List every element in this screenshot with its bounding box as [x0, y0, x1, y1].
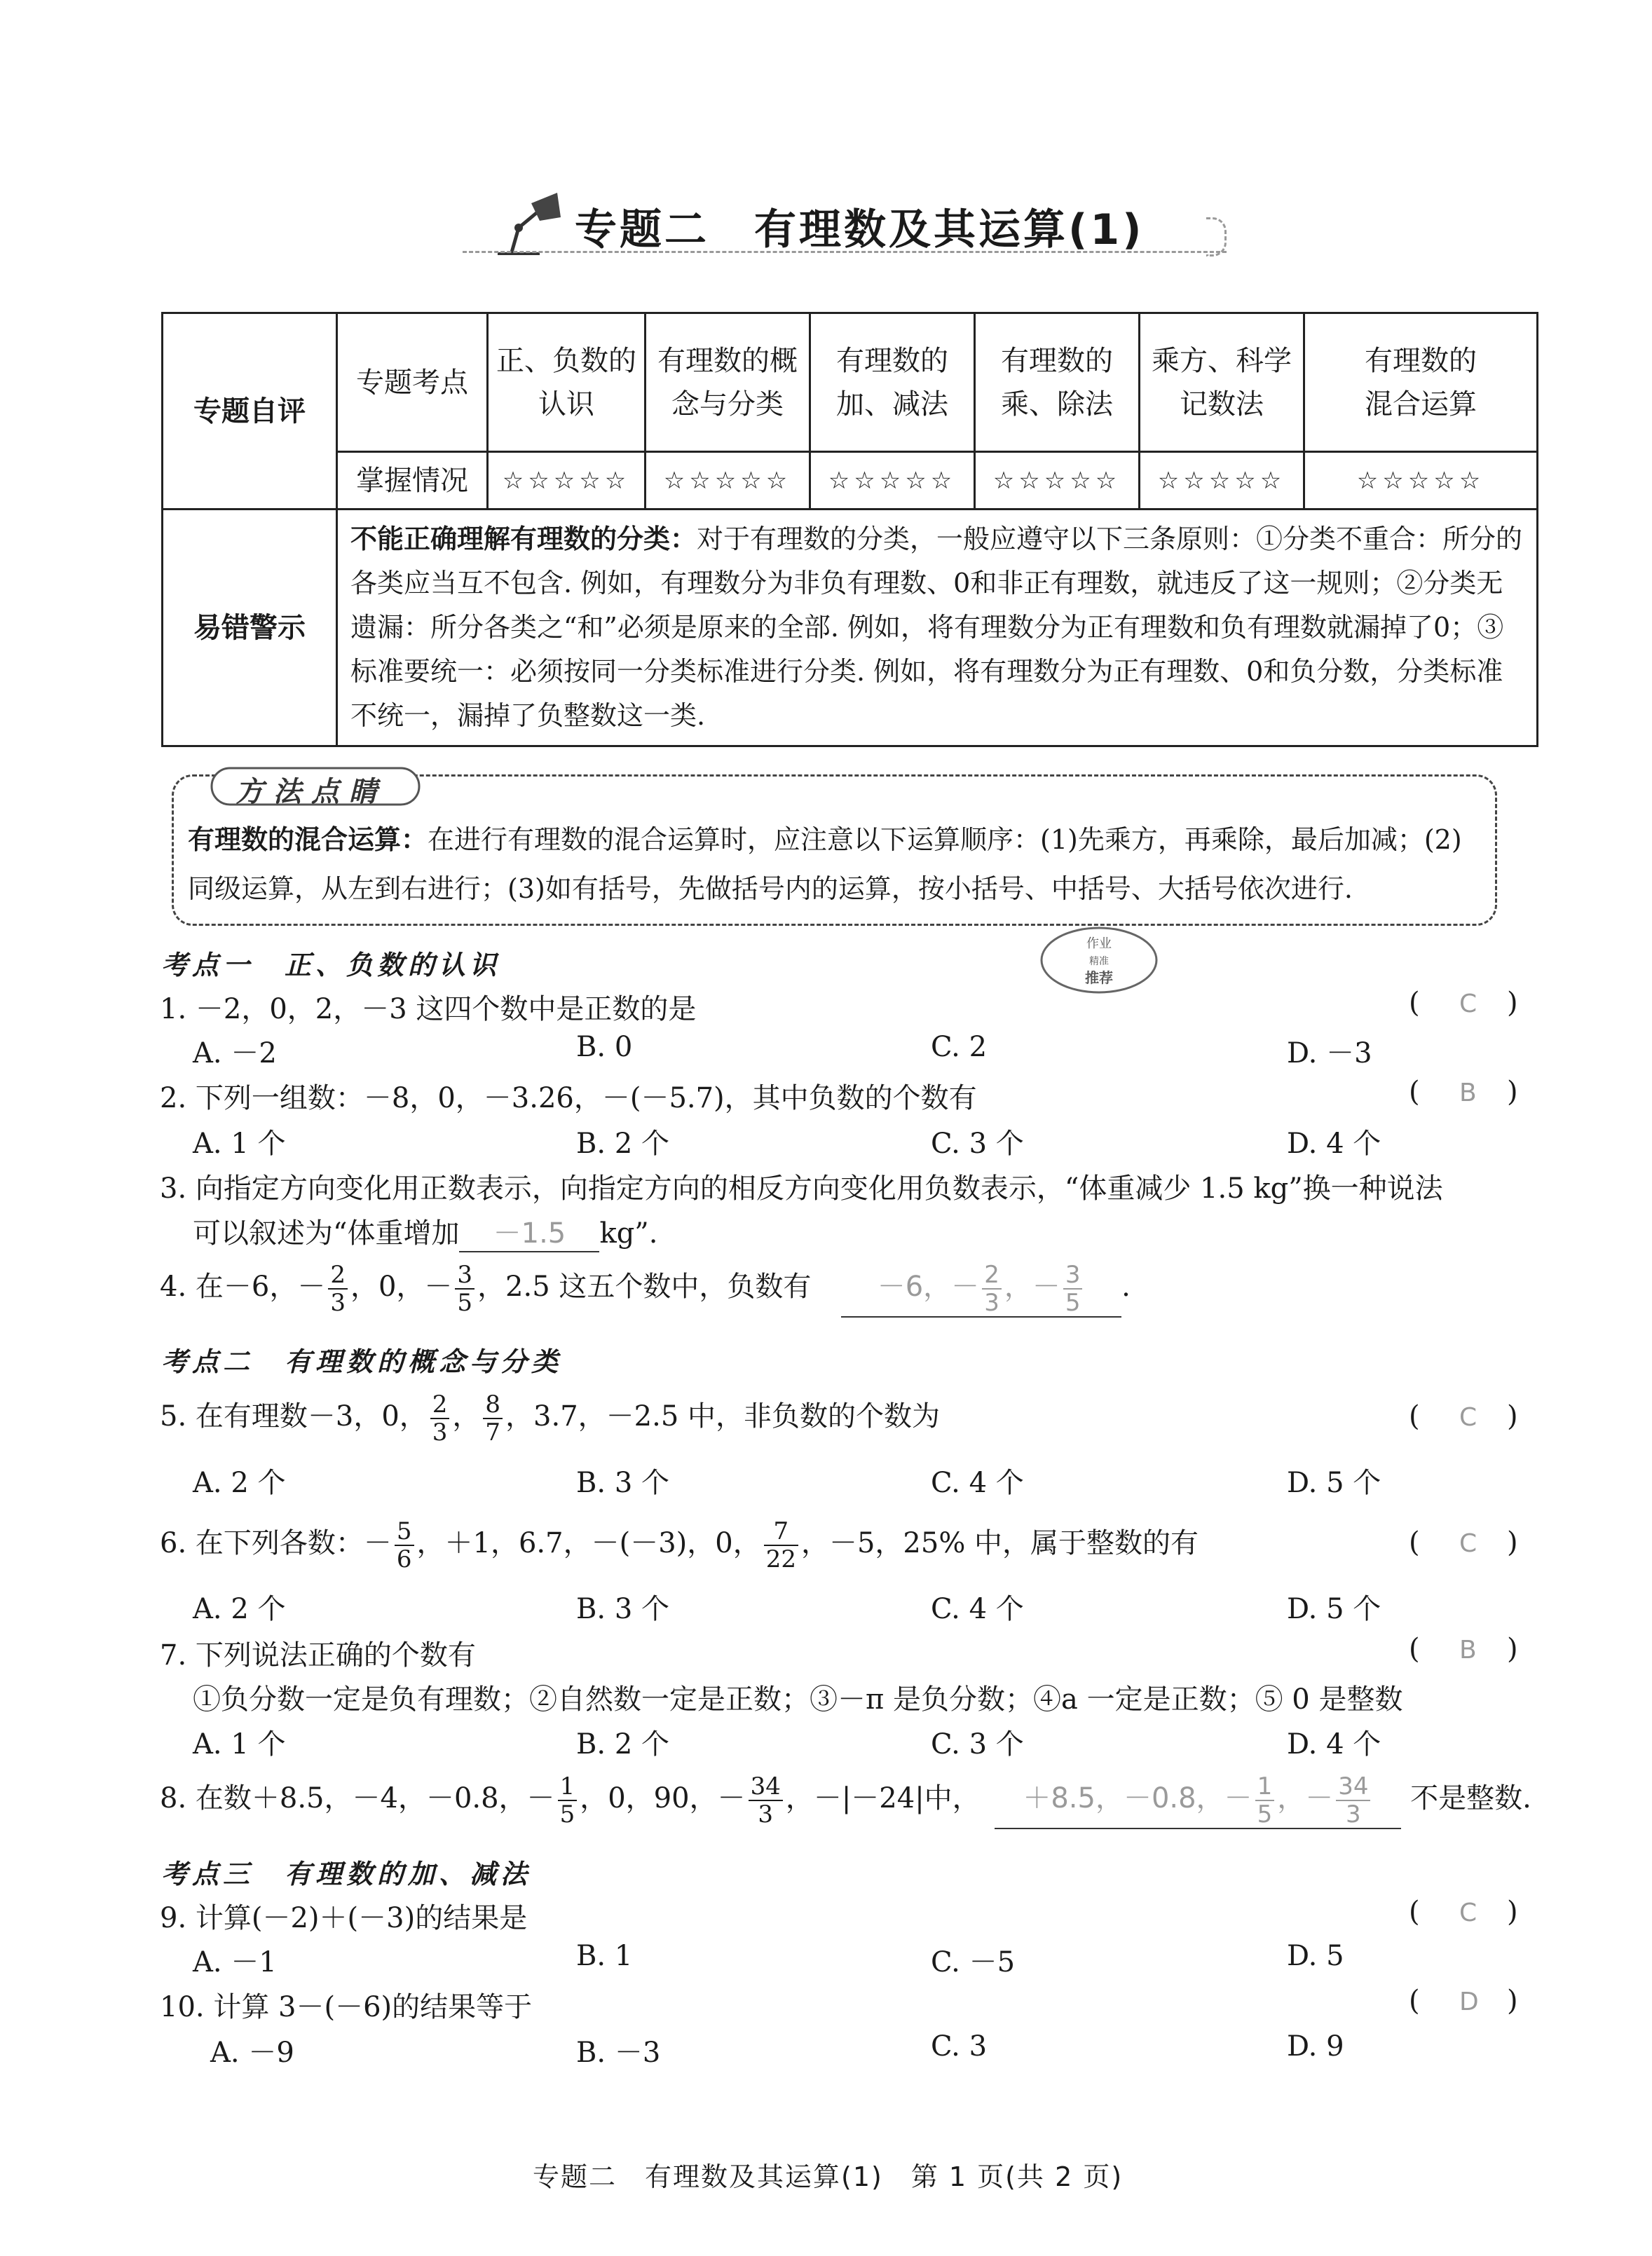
title-banner	[449, 189, 1227, 266]
question-text: 6. 在下列各数：－ $\frac{5}{6}$ ，＋1，6.7，－(－3)，0， $\frac{7}{22}$ ，－5，25% 中，属于整数的有	[160, 1517, 1199, 1573]
star-rating[interactable]: ☆☆☆☆☆	[488, 452, 646, 510]
option[interactable]: A. 2 个	[193, 1593, 286, 1625]
option[interactable]: B. 3 个	[576, 1593, 669, 1625]
option[interactable]: C. 3 个	[931, 1128, 1024, 1160]
question-text: 可以叙述为“体重增加 －1.5 kg”.	[193, 1211, 657, 1252]
option[interactable]: A. 1 个	[193, 1128, 286, 1160]
option[interactable]: C. 3	[931, 2030, 988, 2063]
star-rating[interactable]: ☆☆☆☆☆	[1304, 452, 1538, 510]
question-text: 2. 下列一组数：－8，0，－3.26，－(－5.7)，其中负数的个数有	[160, 1082, 977, 1114]
question-text: 10. 计算 3－(－6)的结果等于	[160, 1991, 533, 2023]
answer-bracket: ( C )	[1409, 1526, 1518, 1559]
topic-header: 专题考点	[337, 313, 488, 452]
title-underline	[463, 251, 1227, 253]
title-underline-cap	[1206, 217, 1227, 257]
question-text: ①负分数一定是负有理数；②自然数一定是正数；③－π 是负分数；④a 一定是正数；⑤ 0 是整数	[193, 1683, 1403, 1716]
option[interactable]: D. 5	[1287, 1940, 1344, 1972]
stamp-seal-icon	[1037, 924, 1160, 997]
option[interactable]: B. 2 个	[576, 1728, 669, 1761]
warning-label: 易错警示	[163, 510, 337, 746]
lamp-icon	[491, 189, 568, 259]
answer-choice: D	[1459, 1988, 1479, 2016]
answer-choice: B	[1459, 1636, 1477, 1664]
question-text: 3. 向指定方向变化用正数表示，向指定方向的相反方向变化用负数表示，“体重减少 1.5 kg”换一种说法	[160, 1173, 1443, 1205]
svg-text:推荐: 推荐	[1085, 969, 1113, 986]
answer-bracket: ( B )	[1409, 1633, 1518, 1665]
option[interactable]: D. －3	[1287, 1037, 1372, 1069]
star-rating[interactable]: ☆☆☆☆☆	[646, 452, 810, 510]
option[interactable]: D. 9	[1287, 2030, 1344, 2063]
option[interactable]: A. －1	[193, 1946, 277, 1978]
star-rating[interactable]: ☆☆☆☆☆	[975, 452, 1140, 510]
option[interactable]: C. 3 个	[931, 1728, 1024, 1761]
page-title: 专题二 有理数及其运算(1)	[575, 205, 1145, 254]
answer-bracket: ( C )	[1409, 987, 1518, 1019]
topic-cell: 有理数的 乘、除法	[975, 313, 1140, 452]
method-badge-text: 方法点睛	[235, 775, 387, 808]
answer-choice: C	[1459, 1899, 1477, 1927]
svg-text:精准: 精准	[1089, 956, 1109, 967]
option[interactable]: D. 4 个	[1287, 1728, 1381, 1761]
option[interactable]: B. 1	[576, 1940, 633, 1972]
question-text: 8. 在数＋8.5，－4，－0.8，－ $\frac{1}{5}$ ，0，90，－ $\frac{34}{3}$ ，－|－24|中， ＋8.5，－0.8，－ $\frac{1}{5}$ ，－ $\frac{34}{3}$ 不是整数.	[160, 1772, 1531, 1828]
option[interactable]: B. 2 个	[576, 1128, 669, 1160]
question-text: 9. 计算(－2)＋(－3)的结果是	[160, 1902, 528, 1934]
svg-text:作业: 作业	[1086, 936, 1112, 951]
question-text: 5. 在有理数－3，0， $\frac{2}{3}$ ， $\frac{8}{7}$ ，3.7，－2.5 中，非负数的个数为	[160, 1390, 941, 1447]
option[interactable]: A. －2	[193, 1037, 277, 1069]
summary-table	[161, 312, 1538, 747]
method-badge	[210, 765, 421, 807]
question-text: 4. 在－6，－ $\frac{2}{3}$ ，0，－ $\frac{3}{5}$ ，2.5 这五个数中，负数有 －6，－ $\frac{2}{3}$ ，－ $\frac{3}{5}$ .	[160, 1261, 1131, 1317]
answer-bracket: ( C )	[1409, 1400, 1518, 1433]
fill-blank[interactable]: －6，－ $\frac{2}{3}$ ，－ $\frac{3}{5}$	[841, 1262, 1121, 1318]
star-rating[interactable]: ☆☆☆☆☆	[810, 452, 975, 510]
method-text: 有理数的混合运算：在进行有理数的混合运算时，应注意以下运算顺序：(1)先乘方，再乘除，最后加减；(2)同级运算，从左到右进行；(3)如有括号，先做括号内的运算，按小括号、中括号、大括号依次进行.	[188, 824, 1462, 904]
option[interactable]: D. 5 个	[1287, 1467, 1381, 1499]
section-heading: 考点三 有理数的加、减法	[161, 1858, 532, 1889]
option[interactable]: C. 4 个	[931, 1593, 1024, 1625]
answer-choice: C	[1459, 990, 1477, 1018]
question-text: 1. －2，0，2，－3 这四个数中是正数的是	[160, 993, 697, 1025]
option[interactable]: A. －9	[210, 2037, 294, 2069]
option[interactable]: A. 2 个	[193, 1467, 286, 1499]
fill-blank[interactable]: ＋8.5，－0.8，－ $\frac{1}{5}$ ，－ $\frac{34}{3}$	[995, 1773, 1401, 1829]
fill-blank[interactable]: －1.5	[459, 1211, 599, 1252]
option[interactable]: C. 4 个	[931, 1467, 1024, 1499]
answer-choice: B	[1459, 1079, 1477, 1107]
answer-bracket: ( D )	[1409, 1985, 1518, 2017]
option[interactable]: B. 0	[576, 1031, 633, 1063]
answer-choice: C	[1459, 1403, 1477, 1432]
star-rating[interactable]: ☆☆☆☆☆	[1140, 452, 1304, 510]
question-text: 7. 下列说法正确的个数有	[160, 1639, 476, 1672]
mastery-label: 掌握情况	[337, 452, 488, 510]
option[interactable]: D. 4 个	[1287, 1128, 1381, 1160]
option[interactable]: C. －5	[931, 1946, 1016, 1978]
section-heading: 考点一 正、负数的认识	[161, 949, 501, 980]
answer-bracket: ( C )	[1409, 1896, 1518, 1928]
answer-bracket: ( B )	[1409, 1076, 1518, 1108]
topic-cell: 有理数的概 念与分类	[646, 313, 810, 452]
page-footer: 专题二 有理数及其运算(1) 第 1 页(共 2 页)	[533, 2161, 1124, 2192]
self-eval-label: 专题自评	[163, 313, 337, 510]
option[interactable]: A. 1 个	[193, 1728, 286, 1761]
option[interactable]: B. －3	[576, 2037, 661, 2069]
option[interactable]: D. 5 个	[1287, 1593, 1381, 1625]
answer-choice: C	[1459, 1529, 1477, 1558]
topic-cell: 乘方、科学 记数法	[1140, 313, 1304, 452]
warning-text: 不能正确理解有理数的分类：对于有理数的分类，一般应遵守以下三条原则：①分类不重合：所分的各类应当互不包含. 例如，有理数分为非负有理数、0和非正有理数，就违反了这一规则；②分类无遗漏：所分各类之“和”必须是原来的全部. 例如，将有理数分为正有理数和负有理数就漏掉了0；③标准要统一：必须按同一分类标准进行分类. 例如，将有理数分为正有理数、0和负分数，分类标准不统一，漏掉了负整数这一类.	[337, 510, 1538, 746]
topic-cell: 有理数的 混合运算	[1304, 313, 1538, 452]
option[interactable]: C. 2	[931, 1031, 988, 1063]
topic-cell: 正、负数的 认识	[488, 313, 646, 452]
option[interactable]: B. 3 个	[576, 1467, 669, 1499]
topic-cell: 有理数的 加、减法	[810, 313, 975, 452]
section-heading: 考点二 有理数的概念与分类	[161, 1346, 563, 1377]
